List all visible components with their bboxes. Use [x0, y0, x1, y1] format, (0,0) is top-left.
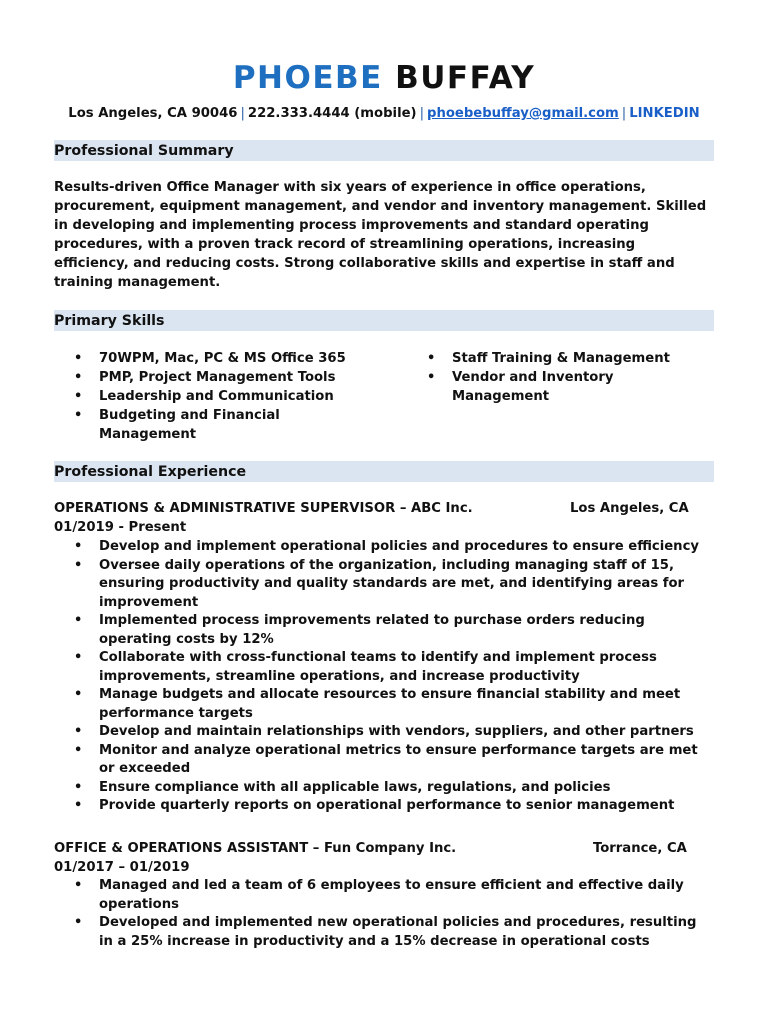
phone: 222.333.4444 (mobile): [247, 106, 417, 121]
list-item: • Ensure compliance with all applicable laws, regulations, and policies: [74, 779, 714, 798]
skills-right-column: [427, 349, 707, 406]
list-item: • Collaborate with cross-functional teams to identify and implement process improvements, streamline operations, and increase productivity: [74, 649, 714, 686]
address: Los Angeles, CA 90046: [68, 106, 238, 121]
candidate-name: [0, 56, 768, 100]
email-link[interactable]: phoebebuffay@gmail.com: [427, 106, 619, 121]
list-item: • Manage budgets and allocate resources to ensure financial stability and meet performance targets: [74, 686, 714, 723]
job-location: Torrance, CA: [593, 841, 687, 856]
job-title: OFFICE & OPERATIONS ASSISTANT – Fun Company Inc.: [54, 841, 457, 856]
separator: |: [240, 106, 245, 121]
last-name: BUFFAY: [395, 60, 536, 96]
skills-left-column: [74, 349, 374, 444]
experience-section-header: [54, 461, 714, 482]
job-title: OPERATIONS & ADMINISTRATIVE SUPERVISOR – ABC Inc.: [54, 501, 473, 516]
linkedin-link[interactable]: LINKEDIN: [629, 106, 700, 121]
section-title: Primary Skills: [54, 313, 165, 329]
list-item: • Develop and implement operational policies and procedures to ensure efficiency: [74, 538, 714, 557]
skill-item: • Staff Training & Management: [427, 349, 707, 368]
list-item: • Implemented process improvements related to purchase orders reducing operating costs by 12%: [74, 612, 714, 649]
skill-item: • 70WPM, Mac, PC & MS Office 365: [74, 349, 374, 368]
job-header: [54, 499, 714, 537]
list-item: • Monitor and analyze operational metrics to ensure performance targets are met or exceeded: [74, 742, 714, 779]
job-bullets: [74, 538, 714, 816]
skills-section-header: [54, 310, 714, 331]
summary-section-header: [54, 140, 714, 161]
separator: |: [419, 106, 425, 121]
list-item: • Managed and led a team of 6 employees to ensure efficient and effective daily operations: [74, 877, 714, 914]
contact-line: [0, 104, 768, 124]
first-name: PHOEBE: [232, 60, 383, 96]
list-item: • Developed and implemented new operational policies and procedures, resulting in a 25% increase in productivity and a 15% decrease in operational costs: [74, 914, 714, 951]
list-item: • Develop and maintain relationships with vendors, suppliers, and other partners: [74, 723, 714, 742]
skill-item: • Vendor and Inventory Management: [427, 368, 652, 406]
section-title: Professional Experience: [54, 464, 247, 480]
job-dates: 01/2019 - Present: [54, 520, 187, 535]
separator: |: [621, 106, 627, 121]
job-location: Los Angeles, CA: [570, 501, 689, 516]
section-title: Professional Summary: [54, 143, 234, 159]
list-item: • Oversee daily operations of the organization, including managing staff of 15, ensuring productivity and quality standards are met, and identifying areas for improvement: [74, 557, 714, 613]
job-bullets: [74, 877, 714, 951]
summary-text: Results-driven Office Manager with six years of experience in office operations, procurement, equipment management, and vendor and inventory management. Skilled in developing and implementing process improvements and standard operating procedures, with a proven track record of streamlining operations, increasing efficiency, and reducing costs. Strong collaborative skills and expertise in staff and training management.: [54, 180, 707, 290]
job-header: [54, 839, 714, 877]
job-dates: 01/2017 – 01/2019: [54, 860, 190, 875]
skill-item: • Budgeting and Financial Management: [74, 406, 319, 444]
skill-item: • PMP, Project Management Tools: [74, 368, 374, 387]
list-item: • Provide quarterly reports on operational performance to senior management: [74, 797, 714, 816]
skill-item: • Leadership and Communication: [74, 387, 374, 406]
